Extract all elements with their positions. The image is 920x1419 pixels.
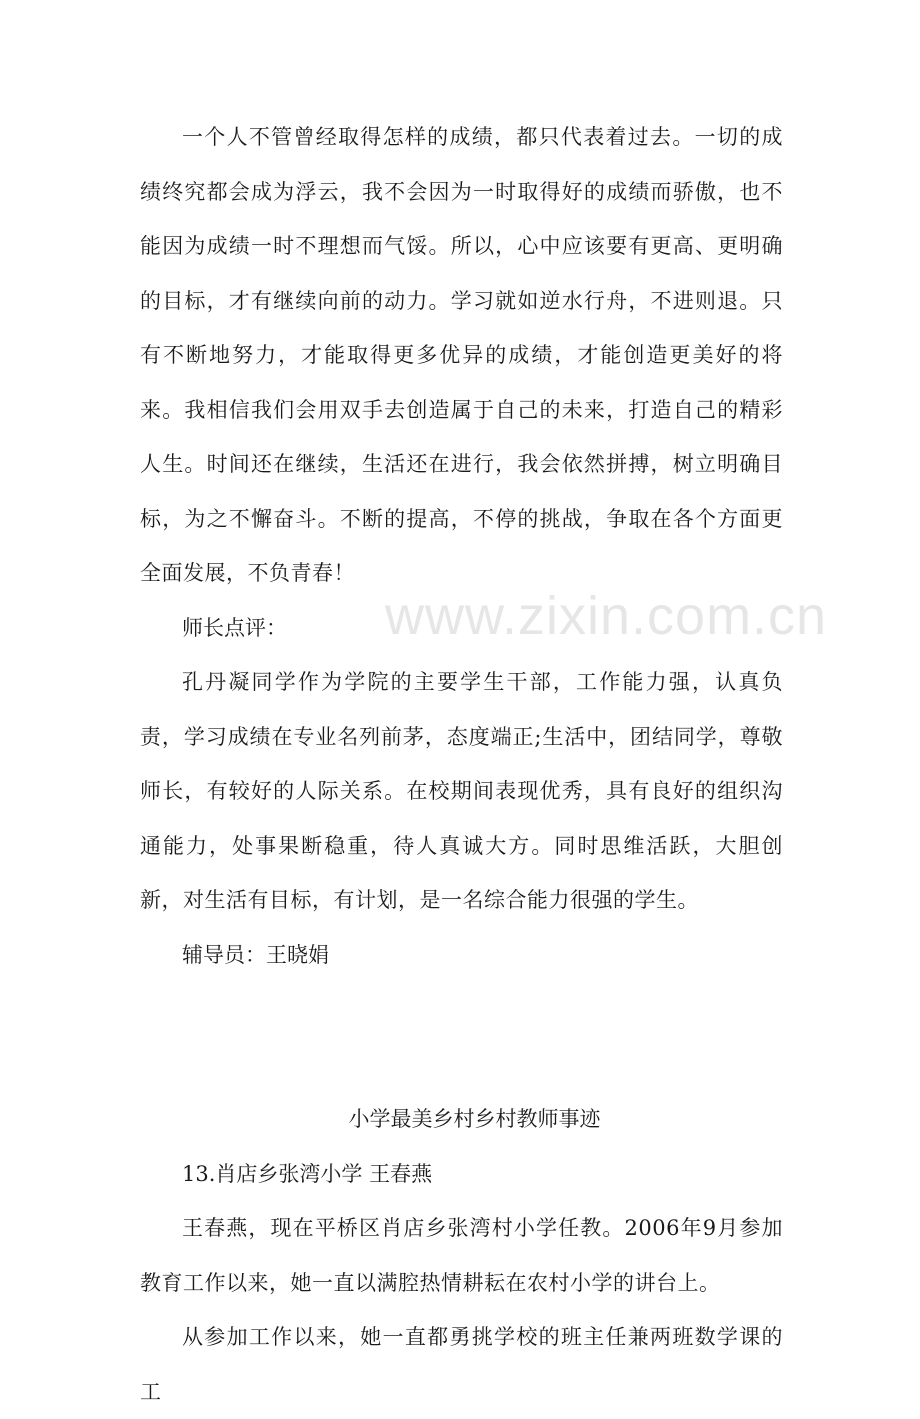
watermark: www.zixin.com.cn: [385, 586, 828, 646]
paragraph-reflection: 一个人不管曾经取得怎样的成绩，都只代表着过去。一切的成绩终究都会成为浮云，我不会因为一时取得好的成绩而骄傲，也不能因为成绩一时不理想而气馁。所以，心中应该要有更高、更明确的目标，才有继续向前的动力。学习就如逆水行舟，不进则退。只有不断地努力，才能取得更多优异的成绩，才能创造更美好的将来。我相信我们会用双手去创造属于自己的未来，打造自己的精彩人生。时间还在继续，生活还在进行，我会依然拼搏，树立明确目标，为之不懈奋斗。不断的提高，不停的挑战，争取在各个方面更全面发展，不负青春！: [140, 125, 783, 585]
review-label: 师长点评：: [182, 615, 287, 640]
paragraph-intro: 王春燕，现在平桥区肖店乡张湾村小学任教。2006年9月参加教育工作以来，她一直以满腔热情耕耘在农村小学的讲台上。: [140, 1216, 783, 1295]
paragraph-work: 从参加工作以来，她一直都勇挑学校的班主任兼两班数学课的工: [140, 1325, 783, 1404]
section-spacer: [140, 982, 783, 1092]
section-title: 小学最美乡村乡村教师事迹: [348, 1107, 601, 1131]
document-page: [140, 110, 783, 1419]
paragraph-review: 孔丹凝同学作为学院的主要学生干部，工作能力强，认真负责，学习成绩在专业名列前茅，态度端正;生活中，团结同学，尊敬师长，有较好的人际关系。在校期间表现优秀，具有良好的组织沟通能力，处事果断稳重，待人真诚大方。同时思维活跃，大胆创新，对生活有目标，有计划，是一名综合能力很强的学生。: [140, 670, 783, 912]
counselor-signature: 辅导员：王晓娟: [182, 942, 329, 967]
subheading: 13.肖店乡张湾小学 王春燕: [182, 1161, 433, 1186]
